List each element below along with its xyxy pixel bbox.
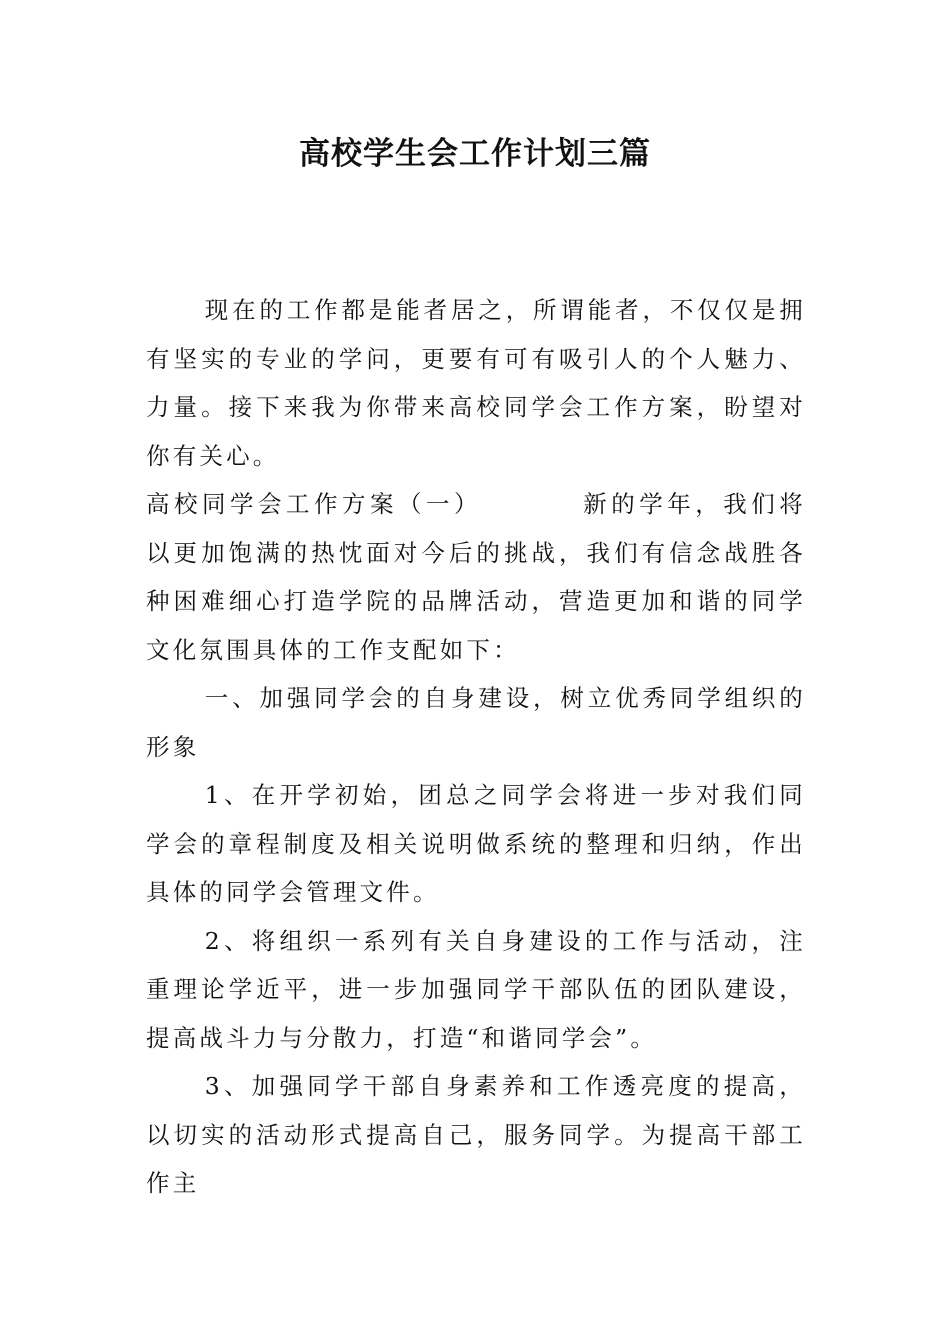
list-item: 3、加强同学干部自身素养和工作透亮度的提高，以切实的活动形式提高自己，服务同学。为提高干部工作主 (146, 1072, 806, 1197)
document-title: 高校学生会工作计划三篇 (299, 136, 651, 172)
document-body (146, 286, 806, 1208)
point-heading: 一、加强同学会的自身建设，树立优秀同学组织的形象 (146, 684, 806, 761)
intro-paragraph: 现在的工作都是能者居之，所谓能者，不仅仅是拥有坚实的专业的学问，更要有可有吸引人的个人魅力、力量。接下来我为你带来高校同学会工作方案，盼望对你有关心。 (146, 296, 806, 470)
list-item: 2、将组织一系列有关自身建设的工作与活动，注重理论学近平，进一步加强同学干部队伍的团队建设，提高战斗力与分散力，打造“和谐同学会”。 (146, 926, 806, 1052)
list-item: 1、在开学初始，团总之同学会将进一步对我们同学会的章程制度及相关说明做系统的整理和归纳，作出具体的同学会管理文件。 (146, 781, 806, 906)
section-heading: 高校同学会工作方案（一） (146, 490, 482, 518)
section-paragraph (146, 480, 806, 674)
section-intro: 新的学年，我们将以更加饱满的热忱面对今后的挑战，我们有信念战胜各种困难细心打造学院的品牌活动，营造更加和谐的同学文化氛围具体的工作支配如下： (146, 490, 806, 664)
